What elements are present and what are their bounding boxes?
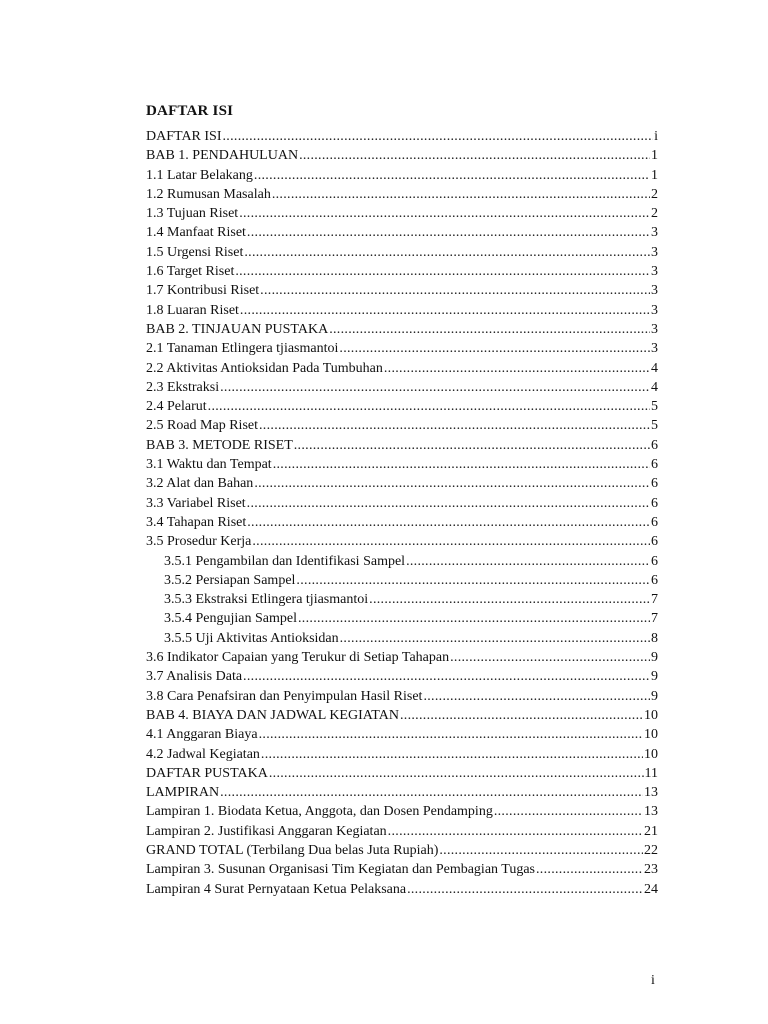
toc-entry-page: 6 — [651, 572, 658, 588]
toc-entry-label: BAB 3. METODE RISET — [146, 437, 293, 453]
toc-entry-page: 3 — [651, 302, 658, 318]
toc-entry-label: 1.2 Rumusan Masalah — [146, 186, 271, 202]
toc-entry[interactable] — [146, 706, 658, 725]
toc-leader-dots — [369, 590, 650, 609]
toc-entry[interactable] — [146, 378, 658, 397]
toc-leader-dots — [299, 146, 650, 165]
toc-entry[interactable] — [146, 301, 658, 320]
toc-entry-page: 2 — [651, 206, 658, 222]
toc-leader-dots — [208, 397, 650, 416]
toc-entry-label: 3.2 Alat dan Bahan — [146, 476, 254, 492]
toc-leader-dots — [273, 455, 650, 474]
toc-entry[interactable] — [146, 764, 658, 783]
toc-entry-label: 2.4 Pelarut — [146, 399, 207, 415]
toc-entry-label: 3.6 Indikator Capaian yang Terukur di Setiap Tahapan — [146, 650, 450, 666]
toc-entry-page: 13 — [644, 785, 658, 801]
toc-leader-dots — [239, 204, 650, 223]
toc-leader-dots — [243, 667, 650, 686]
toc-entry-page: 6 — [651, 514, 658, 530]
toc-entry[interactable] — [146, 436, 658, 455]
toc-entry-page: 2 — [651, 186, 658, 202]
toc-leader-dots — [423, 687, 650, 706]
toc-entry[interactable] — [146, 146, 658, 165]
toc-leader-dots — [254, 166, 650, 185]
toc-entry-label: 3.5.4 Pengujian Sampel — [164, 611, 297, 627]
toc-entry-label: 1.4 Manfaat Riset — [146, 225, 246, 241]
toc-leader-dots — [240, 301, 650, 320]
toc-entry-page: 10 — [644, 707, 658, 723]
toc-entry[interactable] — [146, 513, 658, 532]
toc-entry-label: 3.3 Variabel Riset — [146, 495, 246, 511]
page-number: i — [651, 973, 655, 988]
toc-entry-label: 3.8 Cara Penafsiran dan Penyimpulan Hasil Riset — [146, 688, 423, 704]
toc-entry-label: 1.8 Luaran Riset — [146, 302, 239, 318]
toc-entry-label: 3.5.3 Ekstraksi Etlingera tjiasmantoi — [164, 592, 369, 608]
toc-leader-dots — [450, 648, 650, 667]
toc-entry[interactable] — [146, 841, 658, 860]
toc-entry-page: 9 — [651, 669, 658, 685]
toc-entry[interactable] — [146, 204, 658, 223]
toc-entry[interactable] — [146, 397, 658, 416]
toc-entry[interactable] — [146, 725, 658, 744]
toc-entry-page: 9 — [651, 688, 658, 704]
toc-leader-dots — [388, 822, 643, 841]
toc-entry[interactable] — [146, 127, 658, 146]
toc-entry-label: Lampiran 4 Surat Pernyataan Ketua Pelaksana — [146, 881, 407, 897]
toc-entry-page: 22 — [644, 842, 658, 858]
toc-leader-dots — [260, 281, 650, 300]
toc-entry-page: 6 — [651, 495, 658, 511]
toc-entry-label: BAB 4. BIAYA DAN JADWAL KEGIATAN — [146, 707, 399, 723]
toc-entry[interactable] — [146, 185, 658, 204]
table-of-contents — [146, 127, 658, 899]
toc-entry-page: 4 — [651, 379, 658, 395]
toc-entry-label: 2.5 Road Map Riset — [146, 418, 258, 434]
toc-leader-dots — [261, 745, 643, 764]
toc-leader-dots — [407, 880, 643, 899]
toc-entry-page: 7 — [651, 611, 658, 627]
toc-entry-label: 2.3 Ekstraksi — [146, 379, 220, 395]
toc-entry-label: 4.2 Jadwal Kegiatan — [146, 746, 260, 762]
toc-entry[interactable] — [146, 860, 658, 879]
toc-entry-page: i — [654, 129, 658, 144]
toc-entry-page: 5 — [651, 418, 658, 434]
toc-leader-dots — [235, 262, 650, 281]
toc-leader-dots — [340, 629, 650, 648]
toc-entry[interactable] — [146, 783, 658, 802]
toc-entry[interactable] — [146, 243, 658, 262]
toc-entry-page: 1 — [651, 167, 658, 183]
toc-entry-label: BAB 2. TINJAUAN PUSTAKA — [146, 321, 329, 337]
toc-entry[interactable] — [146, 262, 658, 281]
toc-entry-label: Lampiran 3. Susunan Organisasi Tim Kegiatan dan Pembagian Tugas — [146, 862, 535, 878]
toc-entry-page: 3 — [651, 264, 658, 280]
toc-entry[interactable] — [146, 320, 658, 339]
toc-entry-label: BAB 1. PENDAHULUAN — [146, 148, 299, 164]
toc-leader-dots — [384, 359, 650, 378]
toc-entry[interactable] — [146, 416, 658, 435]
toc-entry[interactable] — [146, 629, 658, 648]
toc-leader-dots — [296, 571, 650, 590]
toc-entry-label: LAMPIRAN — [146, 785, 220, 801]
toc-leader-dots — [220, 378, 650, 397]
page-title: DAFTAR ISI — [146, 103, 234, 119]
toc-entry-page: 24 — [644, 881, 658, 897]
toc-entry-label: 3.1 Waktu dan Tempat — [146, 457, 272, 473]
toc-leader-dots — [247, 513, 650, 532]
toc-leader-dots — [298, 609, 650, 628]
toc-entry-page: 3 — [651, 283, 658, 299]
toc-entry[interactable] — [146, 281, 658, 300]
toc-entry[interactable] — [146, 880, 658, 899]
toc-entry-label: DAFTAR PUSTAKA — [146, 765, 268, 781]
toc-entry-label: 1.6 Target Riset — [146, 264, 235, 280]
toc-leader-dots — [339, 339, 650, 358]
toc-entry[interactable] — [146, 552, 658, 571]
toc-entry[interactable] — [146, 609, 658, 628]
toc-entry[interactable] — [146, 359, 658, 378]
toc-entry-page: 11 — [644, 765, 658, 781]
toc-leader-dots — [244, 243, 650, 262]
toc-leader-dots — [406, 552, 650, 571]
toc-leader-dots — [223, 127, 654, 146]
toc-entry-label: 3.4 Tahapan Riset — [146, 514, 247, 530]
toc-entry-page: 13 — [644, 804, 658, 820]
toc-leader-dots — [494, 802, 643, 821]
toc-entry-label: 1.7 Kontribusi Riset — [146, 283, 260, 299]
toc-entry-label: 1.5 Urgensi Riset — [146, 244, 244, 260]
toc-leader-dots — [259, 416, 650, 435]
toc-leader-dots — [247, 223, 650, 242]
toc-entry-page: 6 — [651, 553, 658, 569]
toc-entry[interactable] — [146, 571, 658, 590]
toc-entry-label: 4.1 Anggaran Biaya — [146, 727, 258, 743]
toc-entry-label: 3.5.5 Uji Aktivitas Antioksidan — [164, 630, 339, 646]
toc-entry[interactable] — [146, 667, 658, 686]
toc-entry-page: 9 — [651, 650, 658, 666]
toc-entry-page: 3 — [651, 225, 658, 241]
toc-leader-dots — [254, 474, 650, 493]
toc-leader-dots — [220, 783, 643, 802]
toc-entry[interactable] — [146, 532, 658, 551]
toc-entry-page: 3 — [651, 321, 658, 337]
toc-leader-dots — [294, 436, 650, 455]
toc-entry-page: 4 — [651, 360, 658, 376]
toc-leader-dots — [272, 185, 650, 204]
toc-entry-label: 3.5 Prosedur Kerja — [146, 534, 252, 550]
toc-entry-page: 6 — [651, 534, 658, 550]
toc-entry-page: 6 — [651, 476, 658, 492]
toc-entry[interactable] — [146, 339, 658, 358]
toc-entry-page: 6 — [651, 437, 658, 453]
toc-entry-label: DAFTAR ISI — [146, 129, 222, 144]
toc-entry[interactable] — [146, 648, 658, 667]
toc-entry[interactable] — [146, 166, 658, 185]
toc-leader-dots — [269, 764, 644, 783]
toc-leader-dots — [400, 706, 643, 725]
toc-entry[interactable] — [146, 590, 658, 609]
toc-entry-page: 3 — [651, 341, 658, 357]
toc-entry-page: 3 — [651, 244, 658, 260]
toc-entry-page: 7 — [651, 592, 658, 608]
toc-entry-page: 1 — [651, 148, 658, 164]
toc-entry-page: 8 — [651, 630, 658, 646]
toc-leader-dots — [439, 841, 643, 860]
toc-entry[interactable] — [146, 494, 658, 513]
toc-entry-page: 21 — [644, 823, 658, 839]
toc-entry[interactable] — [146, 745, 658, 764]
toc-entry[interactable] — [146, 474, 658, 493]
toc-entry-label: 3.7 Analisis Data — [146, 669, 243, 685]
toc-entry-page: 6 — [651, 457, 658, 473]
toc-entry-label: Lampiran 2. Justifikasi Anggaran Kegiatan — [146, 823, 387, 839]
toc-entry[interactable] — [146, 687, 658, 706]
toc-entry-page: 10 — [644, 746, 658, 762]
toc-entry-label: 3.5.1 Pengambilan dan Identifikasi Sampel — [164, 553, 406, 569]
toc-entry-label: 2.1 Tanaman Etlingera tjiasmantoi — [146, 341, 339, 357]
toc-entry-page: 10 — [644, 727, 658, 743]
toc-entry-label: Lampiran 1. Biodata Ketua, Anggota, dan Dosen Pendamping — [146, 804, 493, 820]
toc-entry[interactable] — [146, 802, 658, 821]
toc-leader-dots — [247, 494, 650, 513]
toc-leader-dots — [329, 320, 650, 339]
toc-entry-label: 1.1 Latar Belakang — [146, 167, 253, 183]
toc-entry-label: 1.3 Tujuan Riset — [146, 206, 239, 222]
toc-entry[interactable] — [146, 822, 658, 841]
toc-entry-page: 23 — [644, 862, 658, 878]
toc-entry[interactable] — [146, 455, 658, 474]
toc-leader-dots — [536, 860, 643, 879]
toc-entry-label: GRAND TOTAL (Terbilang Dua belas Juta Rupiah) — [146, 842, 439, 858]
toc-entry-label: 2.2 Aktivitas Antioksidan Pada Tumbuhan — [146, 360, 383, 376]
toc-entry-label: 3.5.2 Persiapan Sampel — [164, 572, 296, 588]
toc-entry-page: 5 — [651, 399, 658, 415]
toc-leader-dots — [259, 725, 643, 744]
toc-leader-dots — [252, 532, 650, 551]
toc-entry[interactable] — [146, 223, 658, 242]
